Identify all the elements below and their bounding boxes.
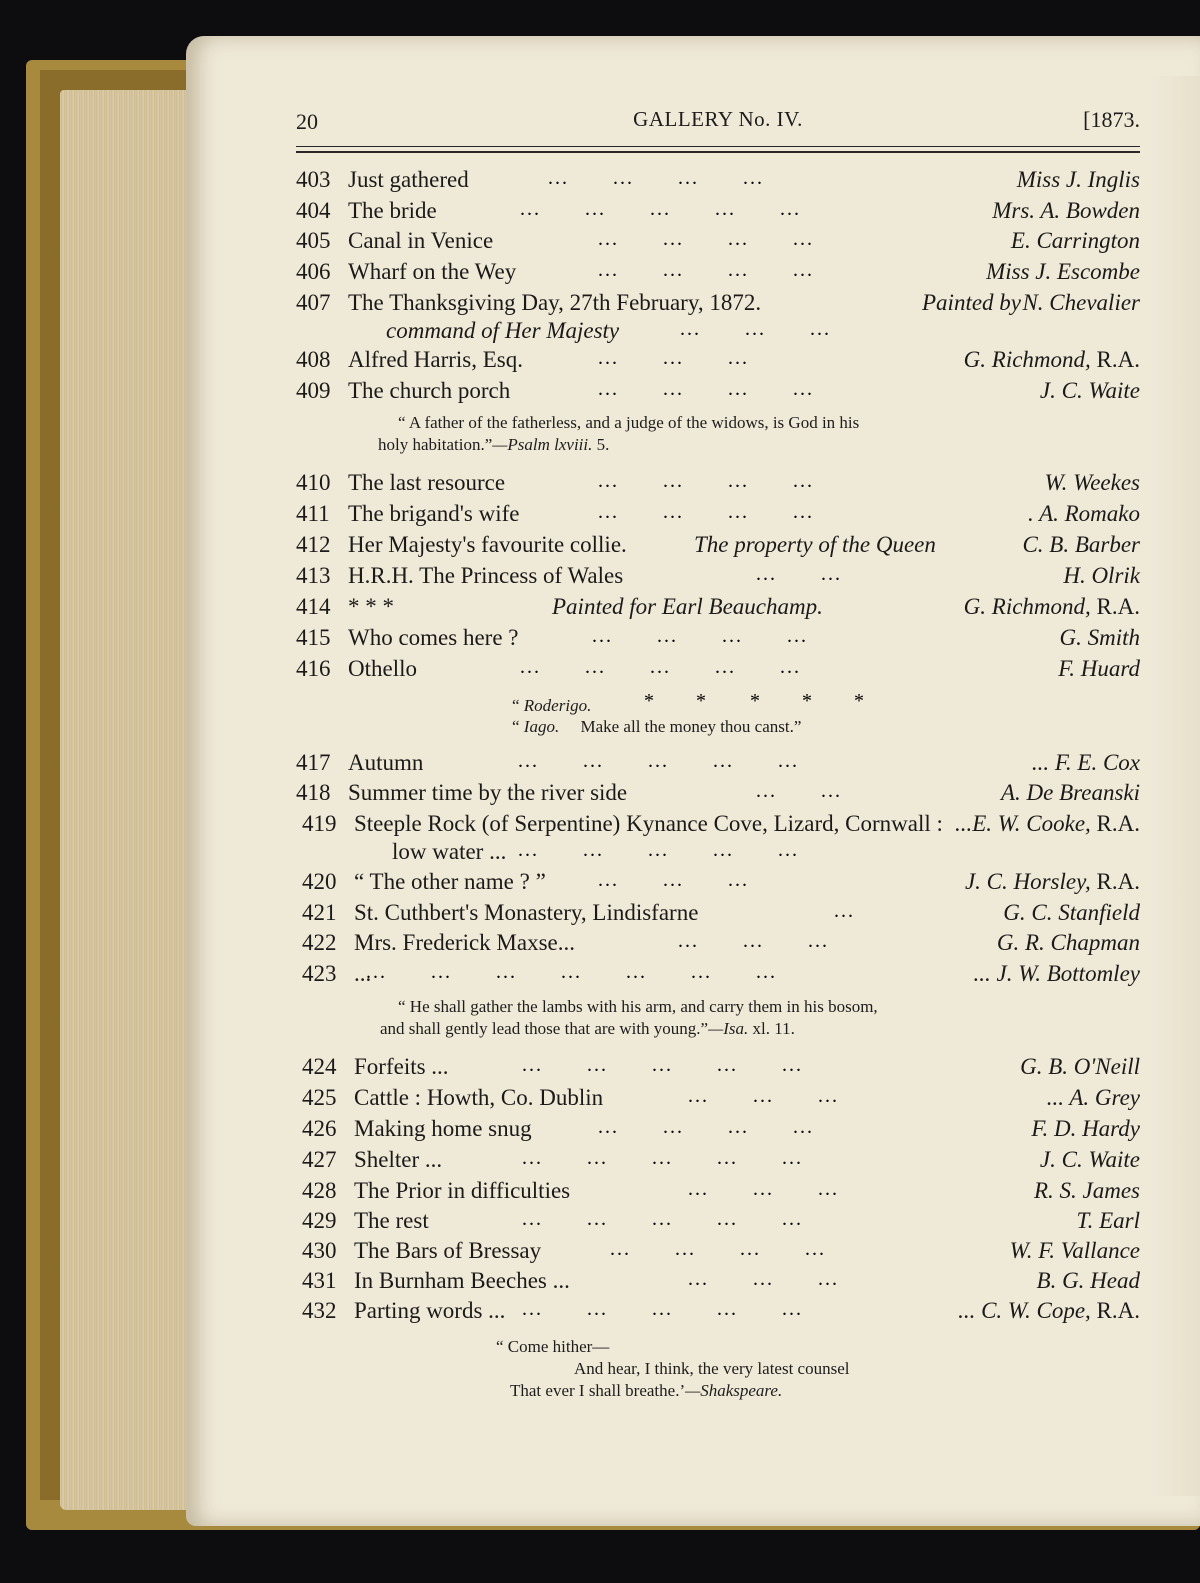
- leader-dots: ... ... ... ...: [598, 228, 858, 250]
- entry-artist: [992, 196, 1140, 226]
- entry-title-note: Painted by: [922, 290, 1021, 315]
- entry-artist: [1017, 165, 1140, 195]
- page-header: [296, 107, 1140, 143]
- entry-title: Wharf on the Wey: [348, 259, 517, 284]
- artist-name: ... A. Grey: [1046, 1085, 1140, 1110]
- entry-title: The church porch: [348, 378, 511, 403]
- leader-dots: ... ... ...: [678, 930, 873, 952]
- artist-name: ... F. E. Cox: [1031, 750, 1140, 775]
- entry-title: Parting words ...: [354, 1298, 506, 1323]
- header-rule: [296, 146, 1140, 147]
- entry-artist: [964, 592, 1140, 622]
- entry-number: 432: [302, 1298, 337, 1323]
- leader-dots: ... ... ... ...: [598, 470, 858, 492]
- artist-name: J. C. Waite: [1039, 378, 1140, 403]
- entry-title: Shelter ...: [354, 1147, 443, 1172]
- artist-name: G. B. O'Neill: [1020, 1054, 1140, 1079]
- quote-432-line2: And hear, I think, the very latest counsel: [574, 1359, 850, 1378]
- entry-artist: [1040, 376, 1140, 406]
- entry-title: Steeple Rock (of Serpentine) Kynance Cove, Lizard, Cornwall :: [354, 811, 943, 836]
- entry-number: 426: [302, 1116, 337, 1141]
- entry-title: Mrs. Frederick Maxse...: [354, 930, 576, 955]
- entry-title: Summer time by the river side: [348, 780, 628, 805]
- entry-number: 421: [302, 900, 337, 925]
- quote-423-line2: and shall gently lead those that are with young.”—Isa. xl. 11.: [380, 1019, 795, 1038]
- entry-number: 420: [302, 869, 337, 894]
- artist-name: G. Richmond,: [963, 594, 1091, 619]
- entry-artist: [1022, 530, 1140, 560]
- artist-name: F. D. Hardy: [1031, 1116, 1140, 1141]
- artist-name: E. Carrington: [1010, 228, 1140, 253]
- entry-title: Canal in Venice: [348, 228, 494, 253]
- entry-number: 431: [302, 1268, 337, 1293]
- entry-title-note: The property of the Queen: [694, 532, 936, 557]
- asterism: *: [802, 690, 812, 712]
- entry-number: 407: [296, 290, 331, 315]
- leader-dots: ...: [834, 900, 899, 922]
- entry-title: Othello: [348, 656, 417, 681]
- entry-artist: [1040, 1145, 1140, 1175]
- entry-title: Forfeits ...: [354, 1054, 449, 1079]
- catalogue-entry: [296, 778, 1140, 808]
- artist-honour: R.A.: [1096, 347, 1140, 372]
- artist-name: Mrs. A. Bowden: [992, 198, 1140, 223]
- artist-honour: R.A.: [1096, 594, 1140, 619]
- entry-title: Alfred Harris, Esq.: [348, 347, 524, 372]
- artist-name: G. C. Stanfield: [1003, 900, 1140, 925]
- artist-name: H. Olrik: [1063, 563, 1140, 588]
- entry-artist: [1077, 1206, 1140, 1236]
- entry-title: St. Cuthbert's Monastery, Lindisfarne: [354, 900, 699, 925]
- leader-dots: ... ... ... ... ...: [522, 1054, 847, 1076]
- entry-artist: [1047, 1083, 1140, 1113]
- leader-dots: ... ... ... ...: [598, 1116, 858, 1138]
- entry-artist: [973, 959, 1140, 989]
- artist-honour: R.A.: [1096, 869, 1140, 894]
- header-rule-double: [296, 151, 1140, 153]
- catalogue-entry: [296, 530, 1140, 560]
- artist-name: ... J. W. Bottomley: [973, 961, 1140, 986]
- quote-432-line1: “ Come hither—: [496, 1337, 610, 1356]
- artist-name: J. C. Waite: [1039, 1147, 1140, 1172]
- entry-title: * * *: [348, 594, 394, 619]
- leader-dots: ... ... ... ... ...: [522, 1147, 847, 1169]
- page-gutter-shade: [1150, 76, 1200, 1496]
- entry-artist: [1037, 1266, 1140, 1296]
- entry-artist: [1034, 1176, 1140, 1206]
- leader-dots: ... ... ... ... ...: [520, 656, 845, 678]
- leader-dots: ... ...: [756, 780, 886, 802]
- page-edges: [60, 90, 188, 1510]
- entry-title: In Burnham Beeches ...: [354, 1268, 570, 1293]
- entry-title: Who comes here ?: [348, 625, 519, 650]
- artist-name: . A. Romako: [1027, 501, 1140, 526]
- entry-artist: [955, 809, 1140, 839]
- entry-title: The Bars of Bressay: [354, 1238, 542, 1263]
- entry-artist: [1022, 288, 1140, 318]
- quote-416-line2: “ Iago. Make all the money thou canst.”: [512, 717, 802, 736]
- entry-number: 425: [302, 1085, 337, 1110]
- entry-number: 412: [296, 532, 331, 557]
- entry-artist: [1031, 1114, 1140, 1144]
- entry-artist: [964, 345, 1140, 375]
- artist-name: Miss J. Escombe: [986, 259, 1140, 284]
- entry-title: Cattle : Howth, Co. Dublin: [354, 1085, 604, 1110]
- artist-name: A. De Breanski: [1000, 780, 1140, 805]
- catalogue-entry: [296, 288, 1140, 318]
- entry-artist: [1058, 654, 1140, 684]
- entry-artist: [997, 928, 1140, 958]
- entry-title: Making home snug: [354, 1116, 532, 1141]
- leader-dots: ... ... ... ... ...: [518, 750, 843, 772]
- entry-artist: [1001, 778, 1140, 808]
- quote-409-line2: holy habitation.”—Psalm lxviii. 5.: [378, 435, 610, 454]
- quote-416-line1: “ Roderigo.: [512, 696, 592, 715]
- entry-number: 414: [296, 594, 331, 619]
- entry-title: The rest: [354, 1208, 429, 1233]
- entry-artist: [965, 867, 1140, 897]
- entry-title: H.R.H. The Princess of Wales: [348, 563, 624, 588]
- asterism: *: [696, 690, 706, 712]
- entry-artist: [1011, 226, 1140, 256]
- entry-artist: [1003, 898, 1140, 928]
- leader-dots: ... ... ... ... ...: [522, 1298, 847, 1320]
- artist-name: ... C. W. Cope,: [958, 1298, 1091, 1323]
- entry-number: 419: [302, 811, 337, 836]
- catalogue-entry: [302, 809, 1140, 839]
- entry-number: 406: [296, 259, 331, 284]
- entry-number: 415: [296, 625, 331, 650]
- entry-number: 430: [302, 1238, 337, 1263]
- entry-number: 405: [296, 228, 331, 253]
- artist-name: J. C. Horsley,: [964, 869, 1091, 894]
- entry-number: 404: [296, 198, 331, 223]
- entry-artist: [1063, 561, 1140, 591]
- leader-dots: ... ... ... ... ...: [520, 198, 845, 220]
- entry-number: 418: [296, 780, 331, 805]
- catalogue-entry: [296, 561, 1140, 591]
- artist-honour: R.A.: [1096, 1298, 1140, 1323]
- artist-name: Miss J. Inglis: [1016, 167, 1140, 192]
- leader-dots: ... ...: [756, 563, 886, 585]
- entry-number: 408: [296, 347, 331, 372]
- artist-name: G. Smith: [1059, 625, 1140, 650]
- entry-number: 428: [302, 1178, 337, 1203]
- entry-number: 416: [296, 656, 331, 681]
- entry-title-continued: command of Her Majesty: [386, 318, 620, 343]
- entry-artist: [986, 257, 1140, 287]
- entry-number: 423: [302, 961, 337, 986]
- entry-artist: [1045, 468, 1140, 498]
- leader-dots: ... ... ... ...: [592, 625, 852, 647]
- artist-name: G. Richmond,: [963, 347, 1091, 372]
- entry-artist: [1010, 1236, 1140, 1266]
- artist-name: W. F. Vallance: [1009, 1238, 1140, 1263]
- entry-title: The brigand's wife: [348, 501, 520, 526]
- entry-title: The Thanksgiving Day, 27th February, 1872.: [348, 290, 762, 315]
- artist-name: W. Weekes: [1044, 470, 1140, 495]
- quote-423-line1: “ He shall gather the lambs with his arm, and carry them in his bosom,: [398, 997, 878, 1016]
- leader-dots: ... ... ...: [688, 1268, 883, 1290]
- artist-name: ...E. W. Cooke,: [954, 811, 1091, 836]
- entry-artist: [1020, 1052, 1140, 1082]
- entry-title: Just gathered: [348, 167, 469, 192]
- quote-409-line1: “ A father of the fatherless, and a judge of the widows, is God in his: [398, 413, 860, 432]
- entry-title-note: Painted for Earl Beauchamp.: [552, 594, 823, 619]
- entry-number: 409: [296, 378, 331, 403]
- entry-number: 417: [296, 750, 331, 775]
- artist-name: G. R. Chapman: [996, 930, 1140, 955]
- leader-dots: ... ... ... ... ...: [522, 1208, 847, 1230]
- entry-number: 403: [296, 167, 331, 192]
- leader-dots: ... ... ... ...: [598, 259, 858, 281]
- entry-artist: [958, 1296, 1140, 1326]
- entry-title-continued: low water ...: [392, 839, 507, 864]
- entry-number: 411: [296, 501, 330, 526]
- leader-dots: ... ... ...: [688, 1085, 883, 1107]
- leader-dots: ... ... ...: [680, 318, 875, 340]
- entry-number: 413: [296, 563, 331, 588]
- catalogue-year: [1873.: [1083, 107, 1140, 132]
- entry-artist: [1060, 623, 1141, 653]
- leader-dots: ... ... ... ...: [548, 167, 808, 189]
- leader-dots: ... ... ...: [688, 1178, 883, 1200]
- catalogue-entry: [296, 592, 1140, 622]
- catalogue-entry: [302, 898, 1140, 928]
- entry-title: “ The other name ? ”: [354, 869, 546, 894]
- entry-artist: [1028, 499, 1140, 529]
- entry-title: The last resource: [348, 470, 506, 495]
- entry-title: The Prior in difficulties: [354, 1178, 571, 1203]
- page-number: 20: [296, 109, 318, 134]
- asterism: *: [750, 690, 760, 712]
- artist-honour: R.A.: [1096, 811, 1140, 836]
- leader-dots: ... ... ... ...: [598, 378, 858, 400]
- entry-title: Autumn: [348, 750, 424, 775]
- entry-number: 424: [302, 1054, 337, 1079]
- asterism: *: [854, 690, 864, 712]
- artist-name: T. Earl: [1076, 1208, 1140, 1233]
- entry-title: The bride: [348, 198, 437, 223]
- artist-name: N. Chevalier: [1022, 290, 1140, 315]
- leader-dots: ... ... ... ...: [598, 501, 858, 523]
- leader-dots: ... ... ...: [598, 869, 793, 891]
- entry-number: 429: [302, 1208, 337, 1233]
- artist-name: B. G. Head: [1036, 1268, 1140, 1293]
- leader-dots: ... ... ...: [598, 347, 793, 369]
- entry-number: 427: [302, 1147, 337, 1172]
- gallery-title: GALLERY No. IV.: [633, 107, 803, 131]
- quote-432-line3: That ever I shall breathe.’—Shakspeare.: [510, 1381, 783, 1400]
- artist-name: C. B. Barber: [1022, 532, 1140, 557]
- entry-artist: [1032, 748, 1140, 778]
- leader-dots: ... ... ... ... ...: [518, 839, 843, 861]
- artist-name: R. S. James: [1033, 1178, 1140, 1203]
- leader-dots: ... ... ... ...: [610, 1238, 870, 1260]
- entry-number: 410: [296, 470, 331, 495]
- entry-title: ...: [354, 961, 372, 986]
- entry-title: Her Majesty's favourite collie.: [348, 532, 627, 557]
- artist-name: F. Huard: [1058, 656, 1140, 681]
- entry-number: 422: [302, 930, 337, 955]
- leader-dots: ... ... ... ... ... ... ...: [366, 961, 821, 983]
- asterism: *: [644, 690, 654, 712]
